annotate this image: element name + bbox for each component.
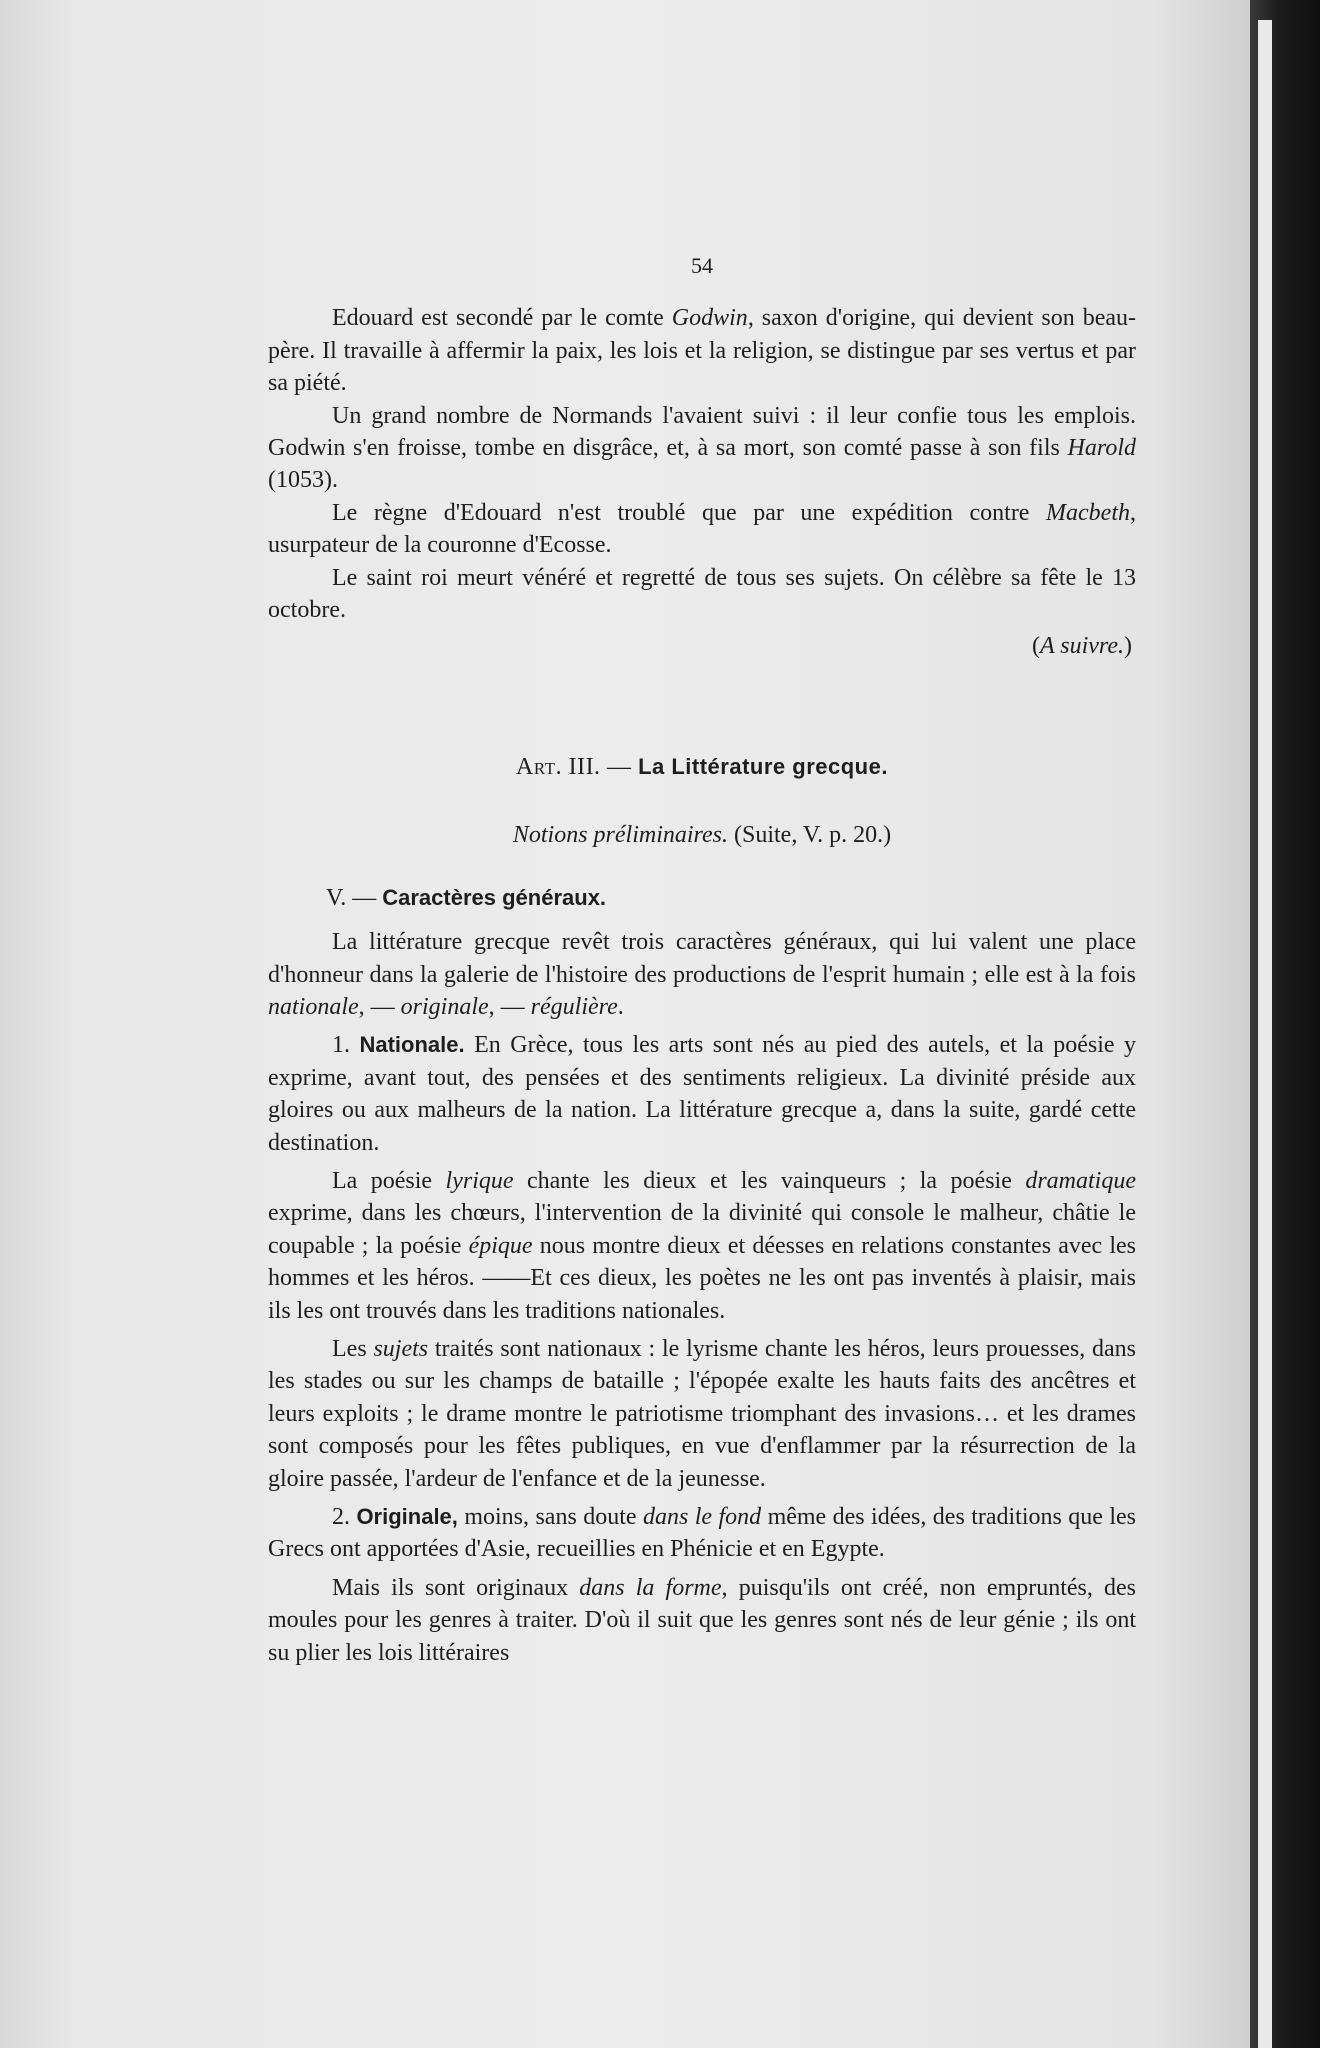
text-run: (1053). [268,467,338,494]
paragraph [268,497,1136,562]
text-run: Le saint roi meurt vénéré et regretté de tous ses sujets. On célèbre sa fête le 13 octobre. [268,564,1136,624]
italic-run: dans le fond [642,1504,762,1530]
page-text [268,250,1136,1669]
italic-run: Harold [1067,435,1136,462]
paragraph [268,1333,1136,1495]
italic-run: originale [400,993,489,1020]
text-run: 1. [332,1032,360,1059]
italic-run: Godwin [671,305,748,332]
top-paragraphs [268,302,1136,626]
signoff-text: A suivre. [1040,633,1124,660]
text-run: , — [358,993,401,1020]
body-paragraphs [268,926,1136,1669]
next-page-edge [1258,20,1272,2048]
italic-run: nationale [268,993,359,1020]
article-heading [268,751,1136,783]
text-run: La littérature grecque revêt trois caractères généraux, qui lui valent une place d'honneur dans la galerie de l'histoire des productions de l'esprit humain ; elle est à la fois [268,929,1136,988]
text-run: nous montre dieux et déesses en relations constantes avec les hommes et les héros. ——Et ces dieux, les poètes ne les ont pas inventés à plaisir, mais ils les ont trouvés dans les traditions nationales. [268,1232,1136,1324]
article-title: La Littérature grecque. [638,753,888,779]
text-run: La poésie [332,1167,446,1194]
signoff [268,630,1136,662]
bold-run: Nationale. [359,1032,465,1058]
text-run: , saxon d'origine, qui devient son beau-père. Il travaille à affermir la paix, les lois et la religion, se distingue par ses vertus et par sa piété. [268,305,1136,397]
text-run: traités sont nationaux : le lyrisme chante les héros, leurs prouesses, dans les stades ou sur les champs de bataille ; l'épopée exalte les hauts faits des ancêtres et leurs exploits ; le drame montre le patriotisme triomphant des invasions… et les drames sont composés pour les fêtes publiques, en vue d'enflammer par la résurrection de la gloire passée, l'ardeur de l'enfance et de la jeunesse. [268,1335,1136,1492]
italic-run: dramatique [1025,1167,1136,1194]
section-title: Caractères généraux. [382,884,607,910]
text-run: , usurpateur de la couronne d'Ecosse. [268,499,1136,559]
text-run: chante les dieux et les vainqueurs ; la poésie [513,1167,1026,1194]
signoff-open: ( [1032,633,1040,660]
text-run: Mais ils sont originaux [332,1574,580,1601]
text-run: Les [332,1335,374,1362]
text-run: , puisqu'ils ont créé, non empruntés, des moules pour les genres à traiter. D'où il suit que les genres sont nés de leur génie ; ils ont su plier les lois littéraires [268,1574,1137,1666]
paragraph [268,400,1136,497]
text-run: Edouard est secondé par le comte [332,305,672,332]
paragraph [268,1501,1136,1566]
paragraph [268,1165,1136,1327]
paragraph [268,1029,1136,1159]
article-subtitle [268,819,1136,851]
italic-run: épique [468,1232,533,1259]
signoff-close: ) [1124,633,1132,660]
italic-run: Macbeth [1046,499,1130,526]
italic-run: dans la forme [579,1574,722,1601]
bold-run: Originale, [356,1504,458,1529]
scan-border [1250,0,1320,2048]
article-label: Art. III. — [516,753,639,780]
section-number: V. — [326,884,383,911]
section-heading [268,882,1136,914]
text-run: , — [488,993,531,1020]
paragraph [268,926,1136,1023]
text-run: même des idées, des traditions que les Grecs ont apportées d'Asie, recueillies en Phénicie et en Egypte. [268,1504,1137,1563]
paragraph [268,1572,1136,1669]
text-run: Le règne d'Edouard n'est troublé que par une expédition contre [332,499,1047,526]
text-run: exprime, dans les chœurs, l'intervention de la divinité qui console le malheur, châtie le coupable ; la poésie [268,1200,1136,1259]
text-run: En Grèce, tous les arts sont nés au pied des autels, et la poésie y exprime, avant tout, des pensées et des sentiments religieux. La divinité préside aux gloires ou aux malheurs de la nation. La littérature grecque a, dans la suite, gardé cette destination. [268,1032,1136,1156]
paragraph [268,562,1136,627]
page-number: 54 [691,253,713,278]
italic-run: lyrique [445,1167,514,1194]
italic-run: sujets [373,1335,429,1362]
text-run: 2. [332,1504,357,1530]
subtitle-rest: (Suite, V. p. 20.) [728,822,892,849]
text-run: moins, sans doute [457,1504,643,1530]
text-run: . [617,993,624,1020]
paragraph [268,302,1136,399]
text-run: Un grand nombre de Normands l'avaient suivi : il leur confie tous les emplois. Godwin s'en froisse, tombe en disgrâce, et, à sa mort, son comté passe à son fils [268,402,1136,462]
italic-run: régulière [530,993,618,1020]
subtitle-italic: Notions préliminaires. [512,822,728,849]
